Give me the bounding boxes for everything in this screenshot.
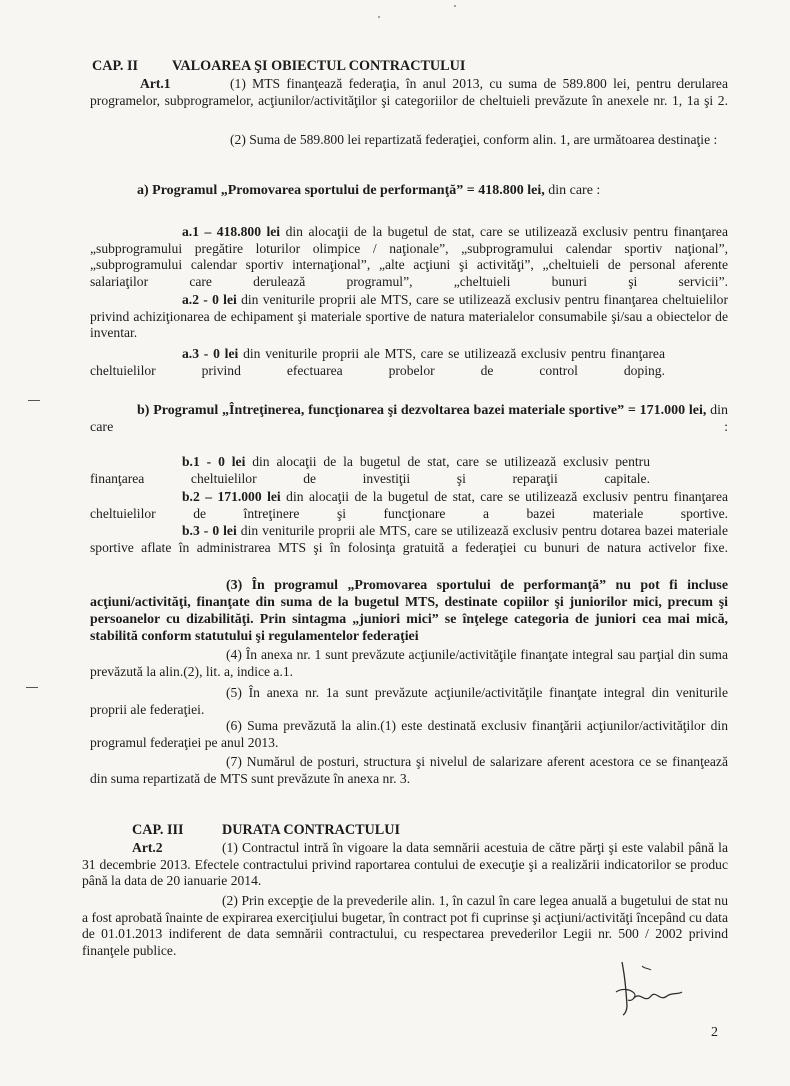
item-a1-text: din alocaţii de la bugetul de stat, care se utilizează exclusiv pentru finanţarea „subprogramului pregătire loturilor olimpice / naţionale”, „subprogramului calendar sportiv naţional”, „subprogramului calendar sportiv internaţional”, „alte acţiuni şi activităţi”, „cheltuieli de personal aferente salariaţilor care derulează programul”, „cheltuieli bunuri şi servicii”. — [90, 224, 728, 289]
item-b1-text: din alocaţii de la bugetul de stat, care se utilizează exclusiv pentru finanţarea cheltuielilor de investiţii şi reparaţii capitale. — [90, 454, 650, 486]
page-number: 2 — [711, 1025, 718, 1040]
item-a2 — [90, 292, 728, 342]
chapter-3-heading — [132, 822, 652, 840]
scan-margin-mark — [28, 400, 40, 401]
article-2-label: Art.2 — [132, 840, 163, 855]
item-a3 — [90, 346, 665, 379]
article-1-label: Art.1 — [140, 76, 171, 91]
signature-initials — [612, 958, 692, 1018]
item-a1 — [90, 224, 728, 290]
scan-margin-mark — [26, 687, 38, 688]
scan-speck — [378, 16, 380, 18]
article-1-paragraph-3: (3) În programul „Promovarea sportului de performanţă” nu pot fi incluse acţiuni/activităţi, finanţate din suma de la bugetul MTS, destinate copiilor şi juniorilor mici, precum şi persoanelor cu dizabilităţi. Prin sintagma „juniori mici” se înţelege categoria de juniori cea mai mică, stabilită conform statutului şi regulamentelor federaţiei — [90, 578, 728, 644]
article-1-paragraph-2: (2) Suma de 589.800 lei repartizată federaţiei, conform alin. 1, are următoarea destinaţie : — [230, 132, 718, 147]
item-b1-label: b.1 - 0 lei — [182, 454, 246, 469]
program-b-title: b) Programul „Întreţinerea, funcţionarea şi dezvoltarea bazei materiale sportive” = 171.000 lei, — [137, 403, 707, 418]
item-a1-label: a.1 – 418.800 lei — [182, 224, 281, 239]
item-b3 — [90, 523, 728, 556]
article-2-paragraph-1: (1) Contractul intră în vigoare la data semnării acestuia de către părţi şi este valabil până la 31 decembrie 2013. Efectele contractului privind raportarea contului de execuţie şi a realizării indicatorilor se produc până la data de 20 ianuarie 2014. — [82, 840, 728, 889]
scan-speck — [454, 5, 456, 7]
program-a-tail: din care : — [544, 183, 601, 198]
program-b-heading — [90, 402, 728, 436]
item-b2 — [90, 489, 728, 522]
article-1-paragraph-1: (1) MTS finanţează federaţia, în anul 2013, cu suma de 589.800 lei, pentru derularea programelor, subprogramelor, acţiunilor/activităţilor şi categoriilor de cheltuieli prevăzute în anexele nr. 1, 1a şi 2. — [90, 76, 728, 108]
article-1-paragraph-7: (7) Numărul de posturi, structura şi nivelul de salarizare aferent acestora ce se finanţează din suma repartizată de MTS sunt prevăzute în anexa nr. 3. — [90, 754, 728, 786]
article-1-paragraph-6: (6) Suma prevăzută la alin.(1) este destinată exclusiv finanţării acţiunilor/activităţilor din programul federaţiei pe anul 2013. — [90, 718, 728, 750]
item-a3-text: din veniturile proprii ale MTS, care se utilizează exclusiv pentru finanţarea cheltuielilor privind efectuarea probelor de control doping. — [90, 346, 665, 378]
item-a2-label: a.2 - 0 lei — [182, 292, 237, 307]
chapter-2-heading — [92, 58, 712, 76]
article-1-paragraph-4: (4) În anexa nr. 1 sunt prevăzute acţiunile/activităţile finanţate integral sau parţial din suma prevăzută la alin.(2), lit. a, indice a.1. — [90, 647, 728, 679]
item-b3-label: b.3 - 0 lei — [182, 523, 237, 538]
article-1-paragraph-5: (5) În anexa nr. 1a sunt prevăzute acţiunile/activităţile finanţate integral din veniturile proprii ale federaţiei. — [90, 685, 728, 717]
program-b-tail: din care : — [90, 403, 729, 435]
item-a3-label: a.3 - 0 lei — [182, 346, 239, 361]
article-2-paragraph-2: (2) Prin excepţie de la prevederile alin. 1, în cazul în care legea anuală a bugetului de stat nu a fost aprobată înainte de expirarea exerciţiului bugetar, în contract pot fi cuprinse şi acţiuni/activităţi începând cu data de 01.01.2013 indiferent de data semnării contractului, cu respectarea prevederilor Legii nr. 500 / 2002 privind finanţele publice. — [82, 893, 728, 958]
item-b1 — [90, 454, 650, 487]
item-b2-label: b.2 – 171.000 lei — [182, 489, 281, 504]
chapter-3-label: CAP. III — [132, 822, 184, 838]
chapter-2-title: VALOAREA ŞI OBIECTUL CONTRACTULUI — [172, 58, 466, 74]
item-a2-text: din veniturile proprii ale MTS, care se utilizează exclusiv pentru finanţarea cheltuielilor privind achiziţionarea de echipament şi materiale sportive de natura materialelor consumabile şi/sau a obiectelor de inventar. — [90, 292, 728, 341]
item-b2-text: din alocaţii de la bugetul de stat, care se utilizează exclusiv pentru finanţarea cheltuielilor de întreţinere şi funcţionare a bazei materiale sportive. — [90, 489, 729, 521]
chapter-2-label: CAP. II — [92, 58, 138, 74]
program-a-title: a) Programul „Promovarea sportului de performanţă” = 418.800 lei, — [137, 183, 545, 198]
program-a-heading — [137, 183, 727, 200]
item-b3-text: din veniturile proprii ale MTS, care se utilizează exclusiv pentru dotarea bazei materiale sportive aflate în administrarea MTS şi în folosinţa gratuită a federaţiei cu bunuri de natura activelor fixe. — [90, 523, 728, 555]
chapter-3-title: DURATA CONTRACTULUI — [222, 822, 401, 838]
